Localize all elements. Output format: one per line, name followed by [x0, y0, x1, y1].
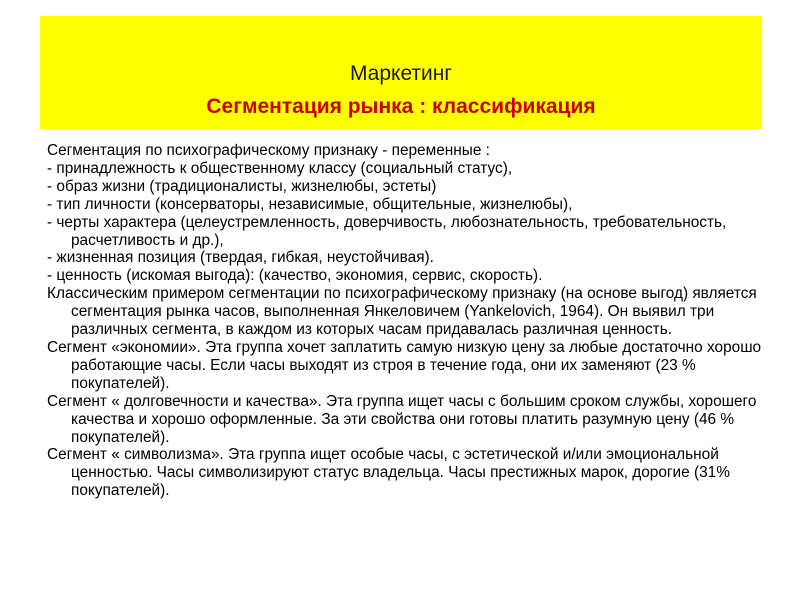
paragraph-intro: Сегментация по психографическому признаку - переменные : — [47, 142, 490, 159]
slide-subtitle: Сегментация рынка : классификация — [206, 95, 596, 118]
list-item-life-position: - жизненная позиция (твердая, гибкая, неустойчивая). — [47, 249, 434, 267]
slide-title: Маркетинг — [349, 62, 453, 85]
list-item-lifestyle: - образ жизни (традиционалисты, жизнелюбы, эстеты) — [47, 177, 437, 195]
list-item-social-class: - принадлежность к общественному классу (социальный статус), — [47, 159, 513, 177]
paragraph-segment-durability: Сегмент « долговечности и качества». Эта группа ищет часы с большим сроком службы, хорошего качества и хорошо оформленные. За эти свойства они готовы платить разумную цену (46 % покупателей). — [47, 392, 757, 446]
list-item-value: - ценность (искомая выгода): (качество, экономия, сервис, скорость). — [47, 267, 543, 285]
paragraph-segment-symbolism: Сегмент « символизма». Эта группа ищет особые часы, с эстетической и/или эмоциональной ценностью. Часы символизируют статус владельца. Часы престижных марок, дорогие (31% покупателей). — [47, 446, 730, 500]
paragraph-example: Классическим примером сегментации по психографическому признаку (на основе выгод) является сегментация рынка часов, выполненная Янкеловичем (Yankelovich, 1964). Он выявил три различных сегмента, в каждом из которых часам придавалась различная ценность. — [47, 285, 757, 339]
paragraph-segment-economy: Сегмент «экономии». Эта группа хочет заплатить самую низкую цену за любые достаточно хорошо работающие часы. Если часы выходят из строя в течение года, они их заменяют (23 % покупателей). — [47, 338, 762, 392]
list-item-character-traits: - черты характера (целеустремленность, доверчивость, любознательность, требовательность, расчетливость и др.), — [47, 213, 727, 249]
body-text — [47, 142, 767, 500]
title-banner — [40, 16, 762, 129]
list-item-personality: - тип личности (консерваторы, независимые, общительные, жизнелюбы), — [47, 195, 573, 213]
